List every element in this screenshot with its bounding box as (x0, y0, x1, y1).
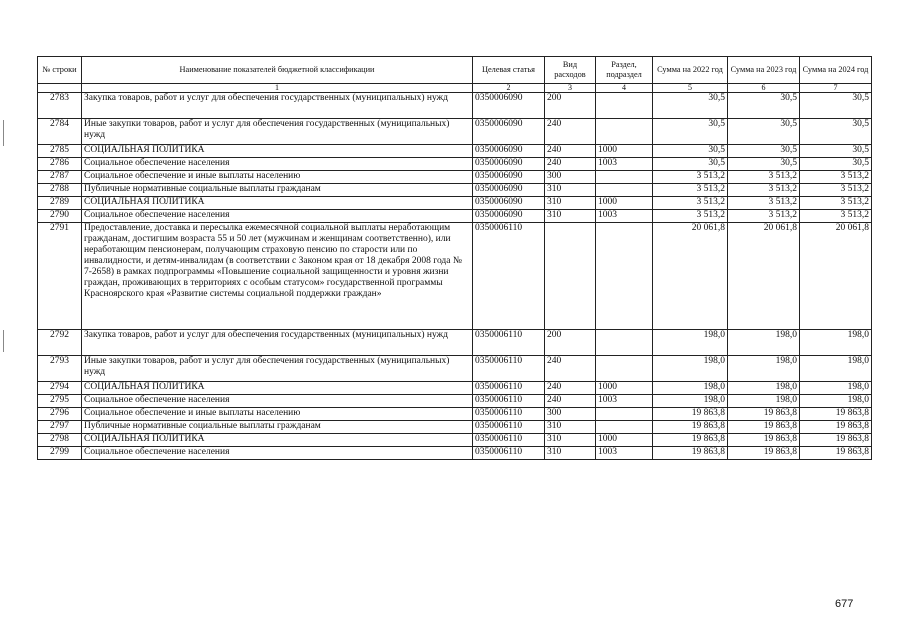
sum-2023-cell: 3 513,2 (728, 197, 800, 210)
column-number: 7 (800, 84, 872, 93)
budget-table (37, 56, 872, 460)
section-cell: 1003 (596, 210, 653, 223)
sum-2022-cell: 198,0 (653, 330, 728, 356)
sum-2023-cell: 30,5 (728, 158, 800, 171)
row-number-cell: 2797 (38, 421, 82, 434)
row-name-cell: СОЦИАЛЬНАЯ ПОЛИТИКА (82, 434, 473, 447)
section-cell: 1000 (596, 145, 653, 158)
header-name: Наименование показателей бюджетной классификации (82, 57, 473, 84)
expense-kind-cell: 310 (545, 447, 596, 460)
row-number-cell: 2790 (38, 210, 82, 223)
expense-kind-cell: 240 (545, 356, 596, 382)
table-row (38, 210, 872, 223)
row-number-cell: 2792 (38, 330, 82, 356)
sum-2022-cell: 3 513,2 (653, 184, 728, 197)
sum-2022-cell: 3 513,2 (653, 171, 728, 184)
row-name-cell: Социальное обеспечение и иные выплаты населению (82, 171, 473, 184)
sum-2023-cell: 30,5 (728, 145, 800, 158)
sum-2024-cell: 198,0 (800, 356, 872, 382)
target-article-cell: 0350006090 (473, 145, 545, 158)
target-article-cell: 0350006090 (473, 171, 545, 184)
table-row (38, 145, 872, 158)
row-name-cell: Закупка товаров, работ и услуг для обеспечения государственных (муниципальных) нужд (82, 93, 473, 119)
row-name-cell: Публичные нормативные социальные выплаты гражданам (82, 421, 473, 434)
target-article-cell: 0350006110 (473, 421, 545, 434)
expense-kind-cell: 240 (545, 382, 596, 395)
sum-2023-cell: 19 863,8 (728, 447, 800, 460)
row-name-cell: Закупка товаров, работ и услуг для обеспечения государственных (муниципальных) нужд (82, 330, 473, 356)
section-cell (596, 223, 653, 330)
row-number-cell: 2788 (38, 184, 82, 197)
sum-2023-cell: 198,0 (728, 382, 800, 395)
expense-kind-cell: 240 (545, 395, 596, 408)
sum-2022-cell: 19 863,8 (653, 408, 728, 421)
section-cell (596, 93, 653, 119)
section-cell: 1003 (596, 447, 653, 460)
sum-2022-cell: 198,0 (653, 356, 728, 382)
row-number-cell: 2786 (38, 158, 82, 171)
table-row (38, 447, 872, 460)
expense-kind-cell: 200 (545, 330, 596, 356)
column-number: 1 (82, 84, 473, 93)
header-expense-kind: Вид расходов (545, 57, 596, 84)
sum-2022-cell: 19 863,8 (653, 434, 728, 447)
expense-kind-cell: 240 (545, 158, 596, 171)
target-article-cell: 0350006110 (473, 395, 545, 408)
sum-2024-cell: 3 513,2 (800, 171, 872, 184)
sum-2023-cell: 20 061,8 (728, 223, 800, 330)
row-number-cell: 2783 (38, 93, 82, 119)
sum-2023-cell: 3 513,2 (728, 171, 800, 184)
table-row (38, 421, 872, 434)
sum-2022-cell: 20 061,8 (653, 223, 728, 330)
section-cell (596, 356, 653, 382)
expense-kind-cell: 310 (545, 434, 596, 447)
table-row (38, 93, 872, 119)
row-number-cell: 2798 (38, 434, 82, 447)
sum-2022-cell: 3 513,2 (653, 197, 728, 210)
expense-kind-cell: 310 (545, 197, 596, 210)
table-row (38, 356, 872, 382)
row-name-cell: Социальное обеспечение населения (82, 447, 473, 460)
sum-2023-cell: 19 863,8 (728, 434, 800, 447)
target-article-cell: 0350006110 (473, 330, 545, 356)
section-cell: 1003 (596, 158, 653, 171)
sum-2023-cell: 19 863,8 (728, 408, 800, 421)
sum-2022-cell: 198,0 (653, 382, 728, 395)
table-row (38, 382, 872, 395)
row-name-cell: Публичные нормативные социальные выплаты гражданам (82, 184, 473, 197)
header-row-number: № строки (38, 57, 82, 84)
section-cell (596, 421, 653, 434)
table-row (38, 408, 872, 421)
sum-2024-cell: 19 863,8 (800, 434, 872, 447)
column-number: 6 (728, 84, 800, 93)
row-name-cell: СОЦИАЛЬНАЯ ПОЛИТИКА (82, 145, 473, 158)
expense-kind-cell: 310 (545, 184, 596, 197)
header-target-article: Целевая статья (473, 57, 545, 84)
target-article-cell: 0350006110 (473, 356, 545, 382)
target-article-cell: 0350006090 (473, 119, 545, 145)
column-number: 3 (545, 84, 596, 93)
expense-kind-cell: 200 (545, 93, 596, 119)
section-cell: 1003 (596, 395, 653, 408)
sum-2023-cell: 3 513,2 (728, 210, 800, 223)
section-cell: 1000 (596, 197, 653, 210)
section-cell (596, 119, 653, 145)
row-number-cell: 2796 (38, 408, 82, 421)
table-row (38, 184, 872, 197)
sum-2022-cell: 19 863,8 (653, 421, 728, 434)
target-article-cell: 0350006090 (473, 158, 545, 171)
target-article-cell: 0350006110 (473, 408, 545, 421)
table-row (38, 171, 872, 184)
table-row (38, 330, 872, 356)
row-number-cell: 2794 (38, 382, 82, 395)
row-name-cell: Предоставление, доставка и пересылка ежемесячной социальной выплаты неработающим гражданам, достигшим возраста 55 и 50 лет (мужчинам и женщинам соответственно), или неработающим пенсионерам, получающим страховую пенсию по старости или по инвалидности, и детям-инвалидам (в соответствии с Законом края от 18 декабря 2008 года № 7-2658) в рамках подпрограммы «Повышение социальной защищенности и уровня жизни граждан, проживающих в территориях с особым статусом» государственной программы Красноярского края «Развитие системы социальной поддержки граждан» (82, 223, 473, 330)
table-header-row (38, 57, 872, 84)
sum-2022-cell: 198,0 (653, 395, 728, 408)
target-article-cell: 0350006090 (473, 184, 545, 197)
row-number-cell: 2795 (38, 395, 82, 408)
sum-2024-cell: 30,5 (800, 93, 872, 119)
sum-2023-cell: 198,0 (728, 356, 800, 382)
target-article-cell: 0350006090 (473, 210, 545, 223)
section-cell: 1000 (596, 382, 653, 395)
target-article-cell: 0350006110 (473, 223, 545, 330)
header-sum-2023: Сумма на 2023 год (728, 57, 800, 84)
sum-2022-cell: 30,5 (653, 119, 728, 145)
sum-2022-cell: 3 513,2 (653, 210, 728, 223)
header-sum-2022: Сумма на 2022 год (653, 57, 728, 84)
column-number: 5 (653, 84, 728, 93)
row-number-cell: 2784 (38, 119, 82, 145)
expense-kind-cell: 300 (545, 408, 596, 421)
sum-2024-cell: 198,0 (800, 330, 872, 356)
row-name-cell: Социальное обеспечение и иные выплаты населению (82, 408, 473, 421)
sum-2024-cell: 198,0 (800, 382, 872, 395)
table-row (38, 197, 872, 210)
expense-kind-cell: 240 (545, 119, 596, 145)
target-article-cell: 0350006110 (473, 447, 545, 460)
table-row (38, 158, 872, 171)
target-article-cell: 0350006110 (473, 434, 545, 447)
row-number-cell: 2791 (38, 223, 82, 330)
expense-kind-cell: 240 (545, 145, 596, 158)
column-number (38, 84, 82, 93)
expense-kind-cell (545, 223, 596, 330)
row-name-cell: Социальное обеспечение населения (82, 210, 473, 223)
column-number: 4 (596, 84, 653, 93)
sum-2022-cell: 30,5 (653, 158, 728, 171)
header-sum-2024: Сумма на 2024 год (800, 57, 872, 84)
sum-2024-cell: 20 061,8 (800, 223, 872, 330)
table-row (38, 434, 872, 447)
sum-2024-cell: 30,5 (800, 158, 872, 171)
sum-2024-cell: 19 863,8 (800, 421, 872, 434)
row-number-cell: 2789 (38, 197, 82, 210)
row-name-cell: Иные закупки товаров, работ и услуг для обеспечения государственных (муниципальных) нужд (82, 356, 473, 382)
row-name-cell: Социальное обеспечение населения (82, 395, 473, 408)
header-section: Раздел, подраздел (596, 57, 653, 84)
section-cell (596, 184, 653, 197)
table-row (38, 119, 872, 145)
sum-2024-cell: 19 863,8 (800, 408, 872, 421)
target-article-cell: 0350006090 (473, 93, 545, 119)
row-name-cell: СОЦИАЛЬНАЯ ПОЛИТИКА (82, 382, 473, 395)
sum-2023-cell: 30,5 (728, 93, 800, 119)
sum-2024-cell: 19 863,8 (800, 447, 872, 460)
sum-2023-cell: 19 863,8 (728, 421, 800, 434)
column-number: 2 (473, 84, 545, 93)
sum-2022-cell: 30,5 (653, 145, 728, 158)
sum-2023-cell: 3 513,2 (728, 184, 800, 197)
table-row (38, 223, 872, 330)
expense-kind-cell: 310 (545, 210, 596, 223)
sum-2024-cell: 3 513,2 (800, 184, 872, 197)
column-number-row (38, 84, 872, 93)
sum-2024-cell: 30,5 (800, 145, 872, 158)
section-cell (596, 330, 653, 356)
row-name-cell: СОЦИАЛЬНАЯ ПОЛИТИКА (82, 197, 473, 210)
sum-2023-cell: 198,0 (728, 395, 800, 408)
sum-2023-cell: 198,0 (728, 330, 800, 356)
scan-margin-mark (3, 330, 4, 352)
section-cell (596, 408, 653, 421)
sum-2022-cell: 30,5 (653, 93, 728, 119)
table-row (38, 395, 872, 408)
section-cell (596, 171, 653, 184)
scan-margin-mark (3, 120, 4, 146)
sum-2022-cell: 19 863,8 (653, 447, 728, 460)
expense-kind-cell: 300 (545, 171, 596, 184)
row-number-cell: 2799 (38, 447, 82, 460)
sum-2023-cell: 30,5 (728, 119, 800, 145)
sum-2024-cell: 3 513,2 (800, 197, 872, 210)
row-number-cell: 2793 (38, 356, 82, 382)
row-name-cell: Иные закупки товаров, работ и услуг для обеспечения государственных (муниципальных) нужд (82, 119, 473, 145)
row-number-cell: 2787 (38, 171, 82, 184)
expense-kind-cell: 310 (545, 421, 596, 434)
target-article-cell: 0350006110 (473, 382, 545, 395)
page-number: 677 (835, 598, 854, 610)
sum-2024-cell: 30,5 (800, 119, 872, 145)
row-name-cell: Социальное обеспечение населения (82, 158, 473, 171)
section-cell: 1000 (596, 434, 653, 447)
sum-2024-cell: 198,0 (800, 395, 872, 408)
target-article-cell: 0350006090 (473, 197, 545, 210)
sum-2024-cell: 3 513,2 (800, 210, 872, 223)
row-number-cell: 2785 (38, 145, 82, 158)
